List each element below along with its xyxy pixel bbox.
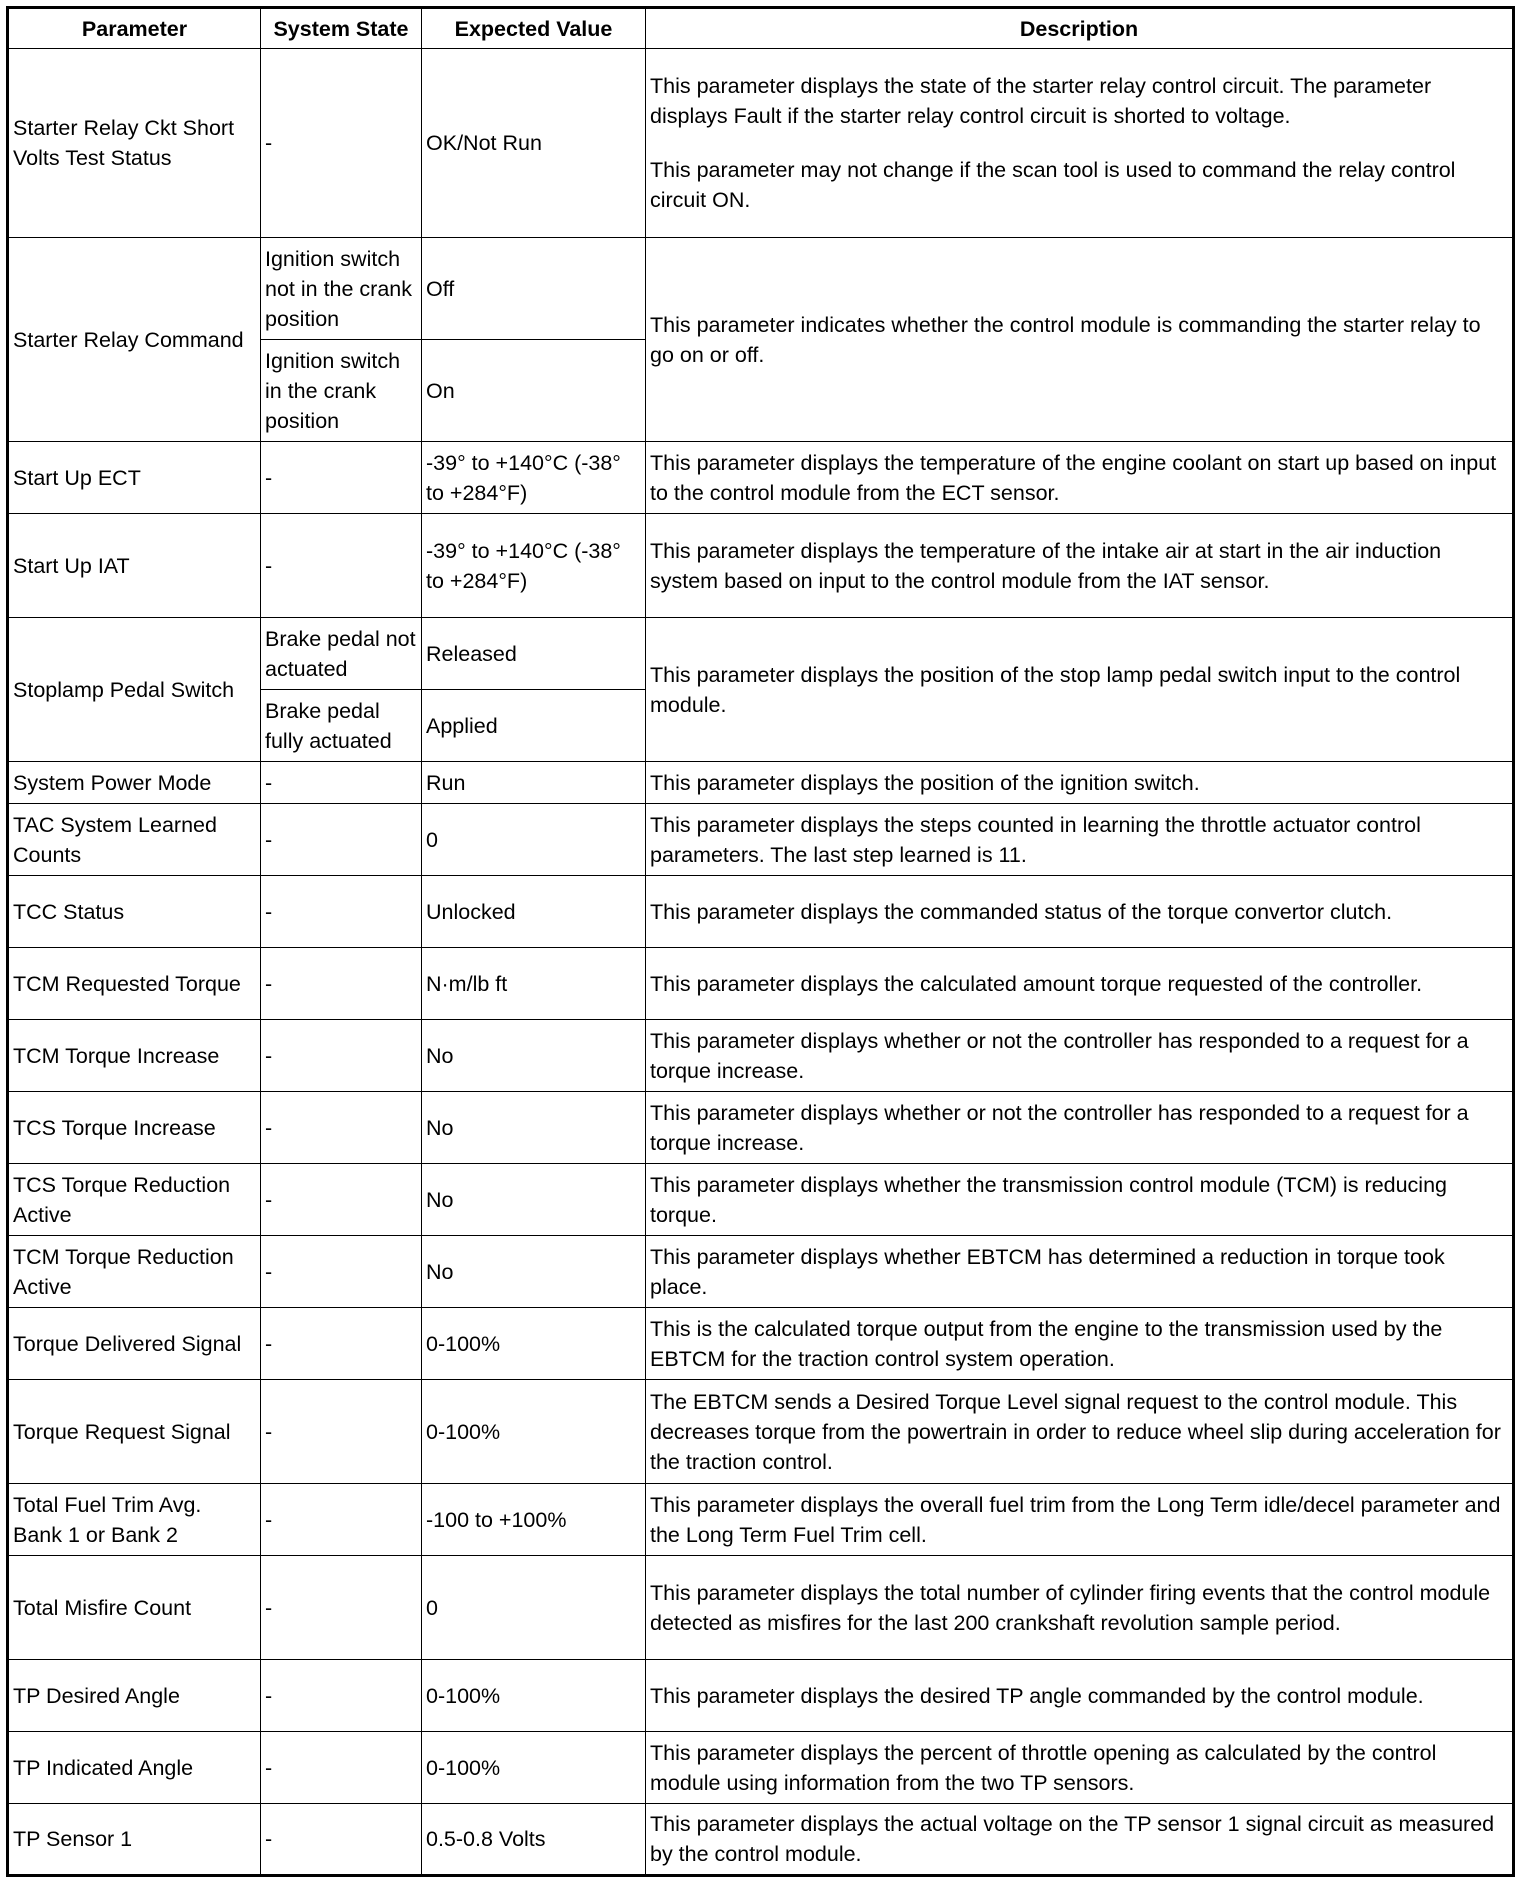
expected-value-cell: Released	[422, 618, 646, 690]
expected-value-cell: No	[422, 1092, 646, 1164]
parameter-cell: Starter Relay Ckt Short Volts Test Status	[8, 49, 261, 238]
table-row	[8, 1484, 1514, 1556]
description-cell	[646, 1484, 1514, 1556]
description-paragraph: This is the calculated torque output from the engine to the transmission used by the EBTCM for the traction control system operation.	[650, 1316, 1443, 1371]
description-cell	[646, 1556, 1514, 1660]
description-paragraph: This parameter displays the temperature of the intake air at start in the air induction system based on input to the control module from the IAT sensor.	[650, 538, 1442, 593]
expected-value-cell: -39° to +140°C (-38° to +284°F)	[422, 514, 646, 618]
system-state-cell: -	[261, 1164, 422, 1236]
description-paragraph: This parameter displays the position of the stop lamp pedal switch input to the control module.	[650, 662, 1461, 717]
description-cell	[646, 1164, 1514, 1236]
description-paragraph: This parameter displays whether or not the controller has responded to a request for a torque increase.	[650, 1028, 1469, 1083]
description-paragraph: This parameter displays the calculated amount torque requested of the controller.	[650, 971, 1423, 996]
system-state-cell: Brake pedal fully actuated	[261, 690, 422, 762]
description-cell	[646, 514, 1514, 618]
description-cell	[646, 1308, 1514, 1380]
expected-value-cell: Applied	[422, 690, 646, 762]
parameter-cell: Torque Delivered Signal	[8, 1308, 261, 1380]
system-state-cell: -	[261, 514, 422, 618]
expected-value-cell: -100 to +100%	[422, 1484, 646, 1556]
header-system-state: System State	[261, 8, 422, 49]
expected-value-cell: No	[422, 1236, 646, 1308]
description-cell	[646, 876, 1514, 948]
table-row	[8, 876, 1514, 948]
expected-value-cell: -39° to +140°C (-38° to +284°F)	[422, 442, 646, 514]
parameter-cell: Start Up ECT	[8, 442, 261, 514]
description-cell	[646, 442, 1514, 514]
description-paragraph: This parameter displays whether the transmission control module (TCM) is reducing torque.	[650, 1172, 1448, 1227]
system-state-cell: -	[261, 762, 422, 804]
table-row	[8, 49, 1514, 238]
description-cell	[646, 1092, 1514, 1164]
description-cell	[646, 1020, 1514, 1092]
system-state-cell: -	[261, 876, 422, 948]
table-row	[8, 514, 1514, 618]
system-state-cell: -	[261, 1484, 422, 1556]
table-row	[8, 1236, 1514, 1308]
description-paragraph: This parameter displays the state of the starter relay control circuit. The parameter displays Fault if the starter relay control circuit is shorted to voltage.	[650, 74, 1432, 128]
system-state-cell: -	[261, 804, 422, 876]
expected-value-cell: No	[422, 1020, 646, 1092]
parameter-cell: TCM Torque Reduction Active	[8, 1236, 261, 1308]
description-paragraph: This parameter displays whether EBTCM has determined a reduction in torque took place.	[650, 1244, 1445, 1299]
parameter-cell: TCS Torque Increase	[8, 1092, 261, 1164]
expected-value-cell: 0	[422, 804, 646, 876]
expected-value-cell: 0-100%	[422, 1732, 646, 1804]
parameter-cell: TAC System Learned Counts	[8, 804, 261, 876]
description-paragraph: This parameter may not change if the scan tool is used to command the relay control circuit ON.	[650, 158, 1456, 212]
system-state-cell: Ignition switch not in the crank position	[261, 238, 422, 340]
description-paragraph: This parameter displays the total number of cylinder firing events that the control module detected as misfires for the last 200 crankshaft revolution sample period.	[650, 1580, 1491, 1635]
parameter-cell: Start Up IAT	[8, 514, 261, 618]
expected-value-cell: 0.5-0.8 Volts	[422, 1804, 646, 1876]
table-row	[8, 238, 1514, 340]
description-cell	[646, 1380, 1514, 1484]
expected-value-cell: No	[422, 1164, 646, 1236]
description-paragraph: This parameter displays the steps counted in learning the throttle actuator control parameters. The last step learned is 11.	[650, 812, 1421, 867]
table-row	[8, 948, 1514, 1020]
system-state-cell: -	[261, 1660, 422, 1732]
description-paragraph: This parameter displays the temperature of the engine coolant on start up based on input to the control module from the ECT sensor.	[650, 450, 1497, 505]
description-paragraph: This parameter displays the position of the ignition switch.	[650, 770, 1200, 795]
table-row	[8, 1092, 1514, 1164]
expected-value-cell: OK/Not Run	[422, 49, 646, 238]
parameter-table	[6, 6, 1515, 1877]
description-paragraph: This parameter indicates whether the control module is commanding the starter relay to go on or off.	[650, 312, 1481, 367]
description-paragraph: This parameter displays whether or not the controller has responded to a request for a torque increase.	[650, 1100, 1469, 1155]
expected-value-cell: Unlocked	[422, 876, 646, 948]
expected-value-cell: On	[422, 340, 646, 442]
table-row	[8, 442, 1514, 514]
parameter-cell: Total Fuel Trim Avg. Bank 1 or Bank 2	[8, 1484, 261, 1556]
header-row	[8, 8, 1514, 49]
description-paragraph: The EBTCM sends a Desired Torque Level signal request to the control module. This decreases torque from the powertrain in order to reduce wheel slip during acceleration for the traction control.	[650, 1389, 1501, 1474]
description-paragraph: This parameter displays the percent of throttle opening as calculated by the control module using information from the two TP sensors.	[650, 1740, 1437, 1795]
table-row	[8, 1380, 1514, 1484]
header-parameter: Parameter	[8, 8, 261, 49]
parameter-cell: TCS Torque Reduction Active	[8, 1164, 261, 1236]
table-row	[8, 1804, 1514, 1876]
description-paragraph: This parameter displays the overall fuel trim from the Long Term idle/decel parameter and the Long Term Fuel Trim cell.	[650, 1492, 1501, 1547]
description-cell	[646, 762, 1514, 804]
expected-value-cell: 0-100%	[422, 1380, 646, 1484]
description-cell	[646, 1660, 1514, 1732]
system-state-cell: -	[261, 1556, 422, 1660]
description-cell	[646, 49, 1514, 238]
table-row	[8, 1164, 1514, 1236]
parameter-cell: System Power Mode	[8, 762, 261, 804]
parameter-cell: Total Misfire Count	[8, 1556, 261, 1660]
parameter-cell: Torque Request Signal	[8, 1380, 261, 1484]
header-description: Description	[646, 8, 1514, 49]
parameter-cell: TCM Torque Increase	[8, 1020, 261, 1092]
table-row	[8, 762, 1514, 804]
parameter-cell: TCC Status	[8, 876, 261, 948]
system-state-cell: -	[261, 1308, 422, 1380]
system-state-cell: Ignition switch in the crank position	[261, 340, 422, 442]
expected-value-cell: N·m/lb ft	[422, 948, 646, 1020]
table-row	[8, 1308, 1514, 1380]
table-row	[8, 1660, 1514, 1732]
system-state-cell: -	[261, 948, 422, 1020]
table-row	[8, 1556, 1514, 1660]
expected-value-cell: 0	[422, 1556, 646, 1660]
parameter-cell: TP Sensor 1	[8, 1804, 261, 1876]
parameter-cell: Stoplamp Pedal Switch	[8, 618, 261, 762]
expected-value-cell: 0-100%	[422, 1660, 646, 1732]
table-row	[8, 618, 1514, 690]
table-row	[8, 804, 1514, 876]
description-paragraph: This parameter displays the actual voltage on the TP sensor 1 signal circuit as measured by the control module.	[650, 1812, 1495, 1866]
table-row	[8, 1732, 1514, 1804]
system-state-cell: -	[261, 1732, 422, 1804]
system-state-cell: -	[261, 1236, 422, 1308]
parameter-cell: Starter Relay Command	[8, 238, 261, 442]
parameter-cell: TCM Requested Torque	[8, 948, 261, 1020]
description-cell	[646, 238, 1514, 442]
description-cell	[646, 1236, 1514, 1308]
parameter-cell: TP Indicated Angle	[8, 1732, 261, 1804]
description-paragraph: This parameter displays the desired TP angle commanded by the control module.	[650, 1683, 1424, 1708]
expected-value-cell: 0-100%	[422, 1308, 646, 1380]
system-state-cell: -	[261, 1020, 422, 1092]
system-state-cell: -	[261, 49, 422, 238]
description-cell	[646, 804, 1514, 876]
header-expected-value: Expected Value	[422, 8, 646, 49]
system-state-cell: Brake pedal not actuated	[261, 618, 422, 690]
description-cell	[646, 618, 1514, 762]
description-cell	[646, 948, 1514, 1020]
system-state-cell: -	[261, 1804, 422, 1876]
parameter-cell: TP Desired Angle	[8, 1660, 261, 1732]
expected-value-cell: Run	[422, 762, 646, 804]
system-state-cell: -	[261, 1092, 422, 1164]
description-cell	[646, 1732, 1514, 1804]
expected-value-cell: Off	[422, 238, 646, 340]
description-cell	[646, 1804, 1514, 1876]
table-row	[8, 1020, 1514, 1092]
system-state-cell: -	[261, 1380, 422, 1484]
system-state-cell: -	[261, 442, 422, 514]
description-paragraph: This parameter displays the commanded status of the torque convertor clutch.	[650, 899, 1393, 924]
